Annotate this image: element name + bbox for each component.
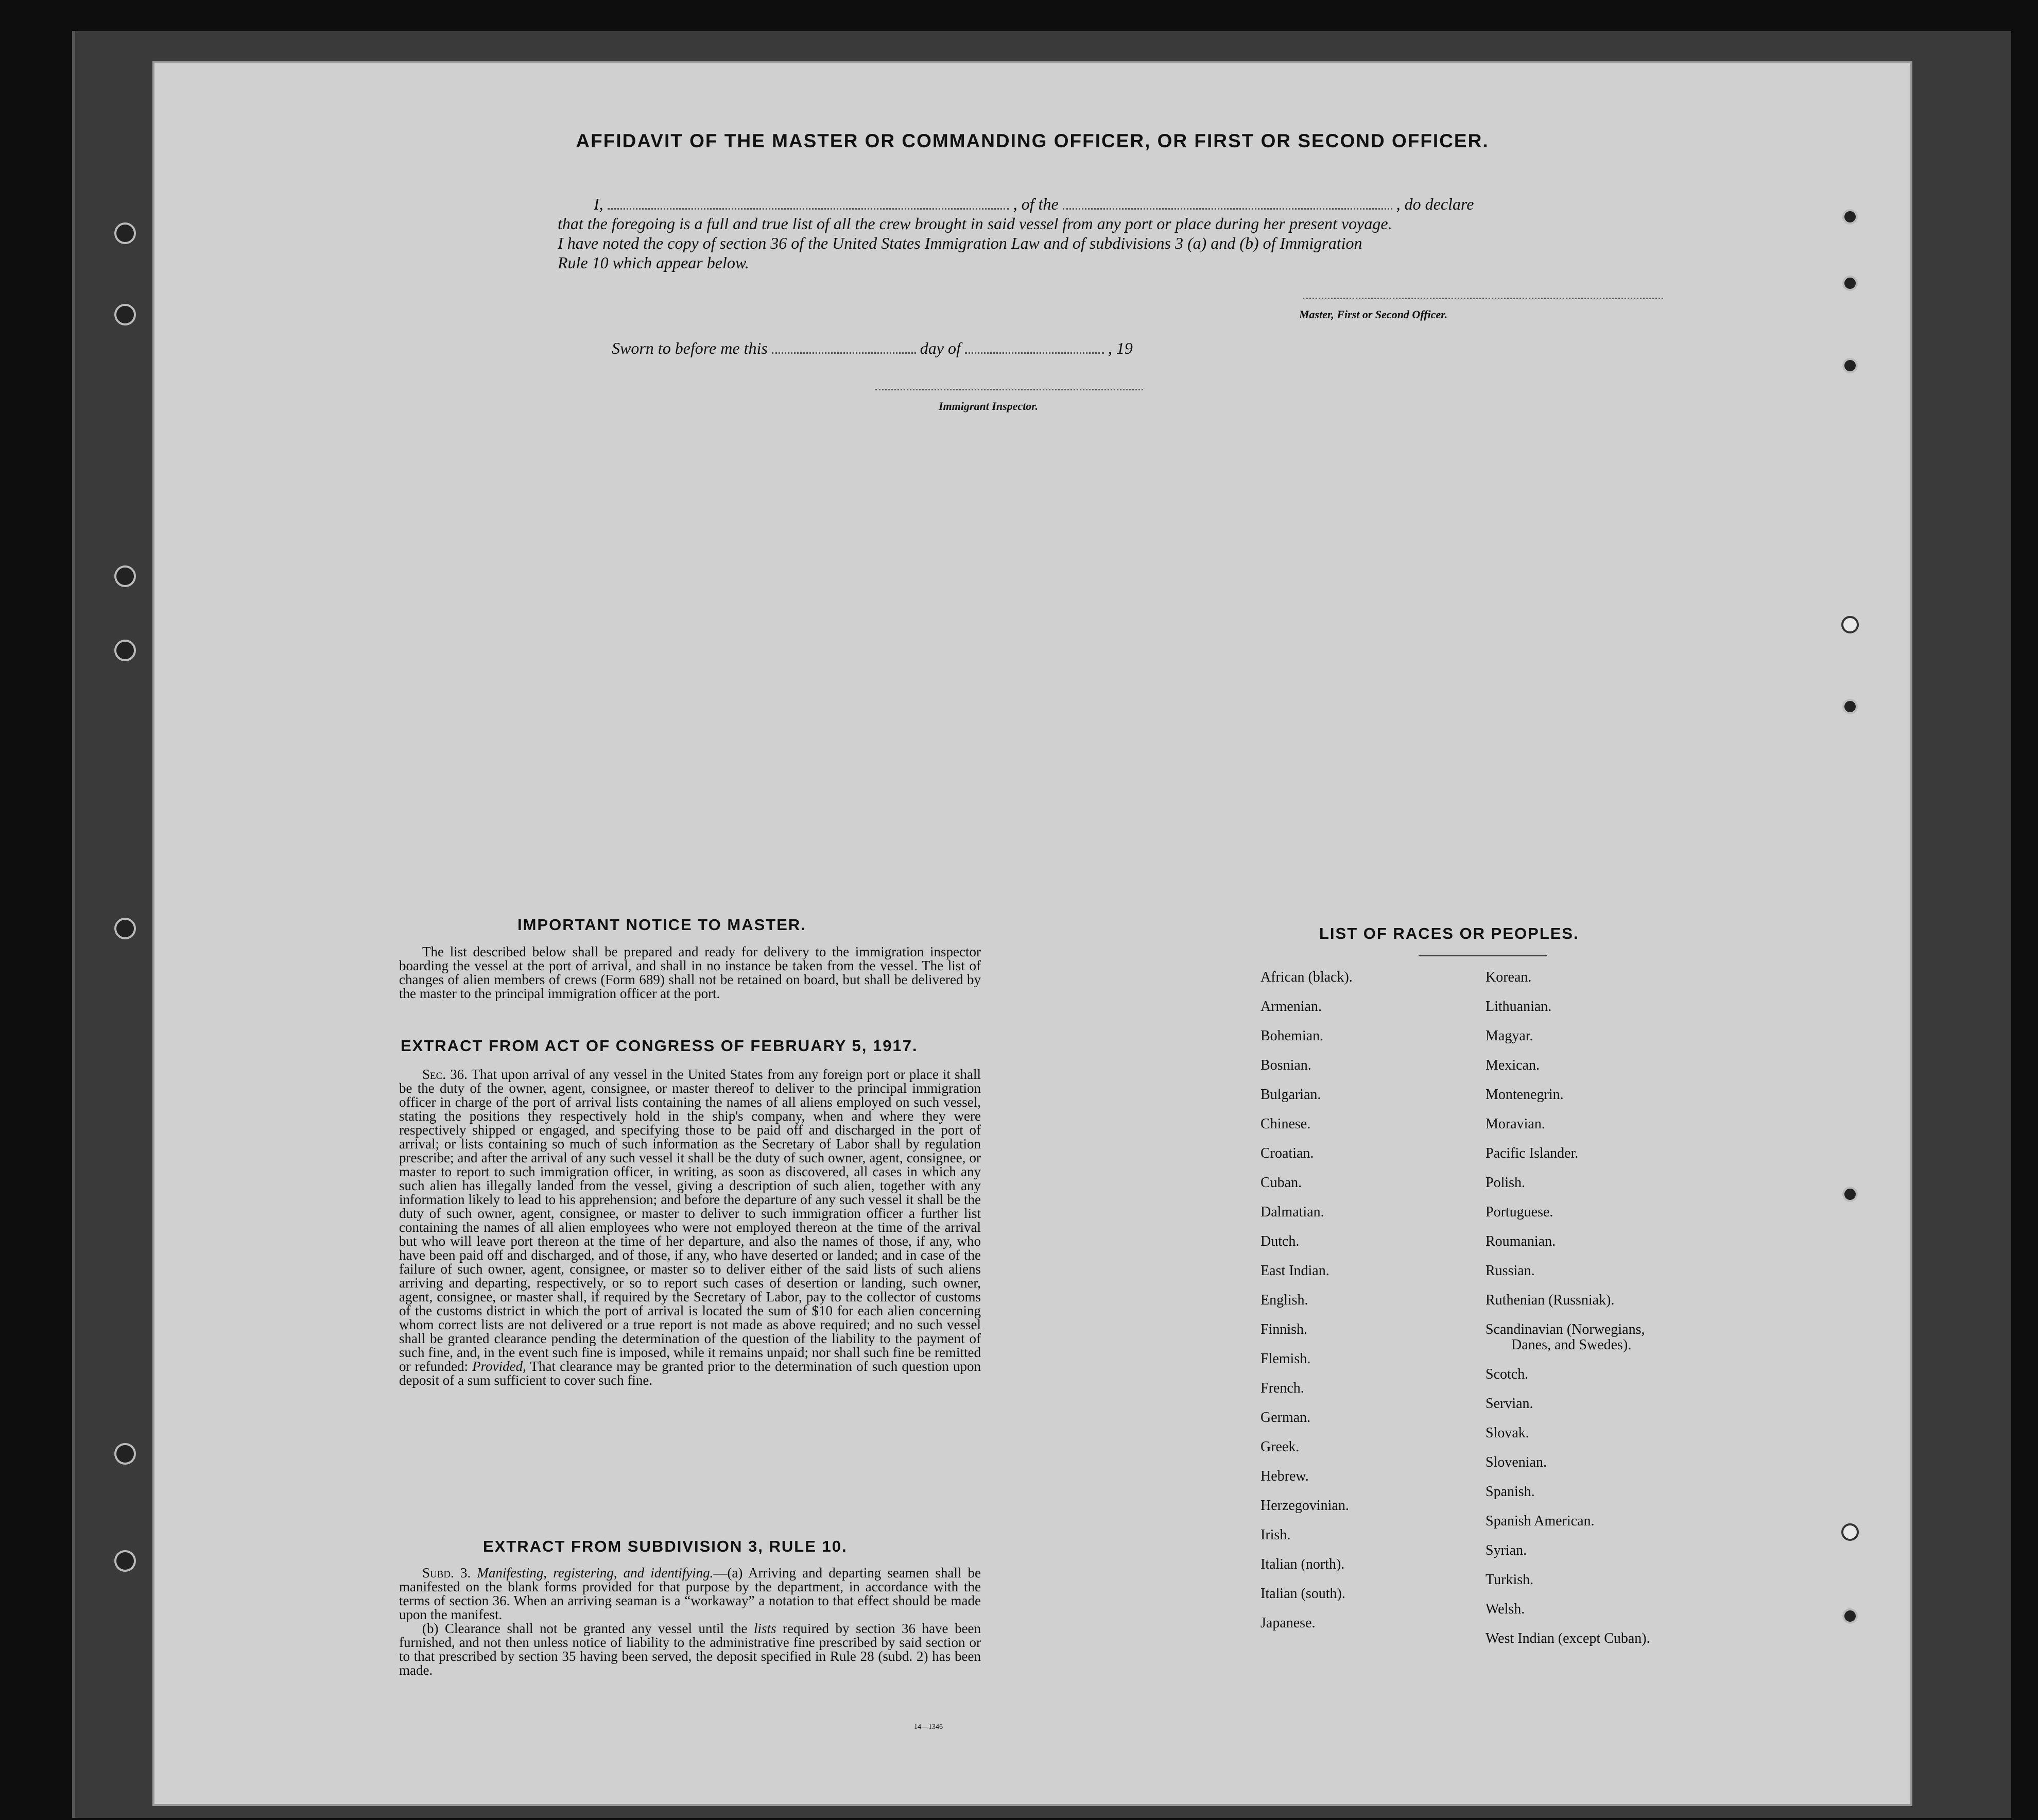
- subd-heading: Manifesting, registering, and identifying.: [477, 1565, 714, 1581]
- race-item: French.: [1260, 1380, 1304, 1396]
- race-item: Roumanian.: [1486, 1233, 1556, 1249]
- rule-subd-a: [399, 1566, 981, 1622]
- race-item: Bulgarian.: [1260, 1087, 1321, 1103]
- subd-b-pre: Clearance shall not be granted any vessel until the: [445, 1621, 748, 1636]
- subd-a-mark: —(a): [713, 1565, 743, 1581]
- affidavit-line-4: Rule 10 which appear below.: [558, 253, 749, 272]
- rule-extract-title: EXTRACT FROM SUBDIVISION 3, RULE 10.: [483, 1537, 848, 1555]
- race-item: Croatian.: [1260, 1145, 1314, 1161]
- race-item: Cuban.: [1260, 1175, 1302, 1191]
- affidavit-declaration-line: [594, 195, 1474, 214]
- race-item: Greek.: [1260, 1439, 1300, 1455]
- races-right-column: [1486, 970, 1650, 1660]
- race-item: Dutch.: [1260, 1233, 1300, 1249]
- race-item: Finnish.: [1260, 1321, 1308, 1337]
- race-item: Welsh.: [1486, 1601, 1525, 1617]
- race-item: Scotch.: [1486, 1366, 1529, 1382]
- races-title-rule: [1419, 955, 1547, 956]
- race-item: German.: [1260, 1410, 1311, 1426]
- binder-ring-icon: [114, 918, 136, 939]
- races-left-column: [1260, 970, 1353, 1645]
- race-item: Lithuanian.: [1486, 999, 1552, 1015]
- act-extract-title: EXTRACT FROM ACT OF CONGRESS OF FEBRUARY 5, 1917.: [401, 1037, 918, 1055]
- binder-ring-icon: [114, 640, 136, 661]
- race-item: Scandinavian (Norwegians,: [1486, 1321, 1645, 1337]
- rivet-icon: [1842, 358, 1858, 373]
- race-item: Moravian.: [1486, 1116, 1545, 1132]
- inspector-signature-line: [875, 389, 1143, 390]
- race-item: Korean.: [1486, 969, 1532, 985]
- race-item: East Indian.: [1260, 1263, 1329, 1279]
- provided-word: Provided,: [472, 1359, 526, 1374]
- sworn-year: , 19: [1108, 339, 1133, 357]
- act-text: That upon arrival of any vessel in the United States from any foreign port or place it shall be the duty of the owner, agent, consignee, or master thereof to deliver to the principal immigration officer in charge of the port of arrival lists containing the names of all aliens employed on such vessel, stating the positions they respectively hold in the ship's company, when and where they were respectively shipped or engaged, and specifying those to be paid off and discharged in the port of arrival; or lists containing so much of such information as the Secretary of Labor shall by regulation prescribe; and after the arrival of any such vessel it shall be the duty of such owner, agent, consignee, or master to report to such immigration officer, in writing, as soon as discovered, all cases in which any such alien has illegally landed from the vessel, giving a description of such alien, together with any information likely to lead to his apprehension; and before the departure of any such vessel it shall be the duty of such owner, agent, consignee, or master to deliver to such immigration officer a further list containing the names of all alien employees who were not employed thereon at the time of the arrival but who will leave port thereon at the time of her departure, and also the names of those, if any, who have been paid off and discharged, and of those, if any, who have deserted or landed; and in case of the failure of such owner, agent, consignee, or master so to deliver either of the said lists of such aliens arriving and departing, respectively, or so to report such cases of desertion or landing, such owner, agent, consignee, or master shall, if required by the Secretary of Labor, pay to the collector of customs of the customs district in which the port of arrival is located the sum of $10 for each alien concerning whom correct lists are not delivered or a true report is not made as above required; and no such vessel shall be granted clearance pending the determination of the question of the liability to the payment of such fine, and, in the event such fine is imposed, while it remains unpaid; nor shall such fine be remitted or refunded:: [399, 1067, 981, 1374]
- subd-label: Subd. 3.: [422, 1565, 471, 1581]
- race-item: Bohemian.: [1260, 1028, 1324, 1044]
- punch-hole-icon: [1841, 1523, 1859, 1541]
- affidavit-line-3: I have noted the copy of section 36 of the United States Immigration Law and of subdivisions 3 (a) and (b) of Immigration: [558, 234, 1362, 252]
- race-item: Turkish.: [1486, 1572, 1534, 1588]
- race-item: Irish.: [1260, 1527, 1291, 1543]
- race-item: African (black).: [1260, 969, 1353, 985]
- affidavit-i: I,: [594, 195, 603, 213]
- subd-b-mark: (b): [422, 1621, 439, 1636]
- race-item: English.: [1260, 1292, 1308, 1308]
- master-signature-caption: Master, First or Second Officer.: [1299, 308, 1448, 321]
- sworn-prefix: Sworn to before me this: [612, 339, 768, 357]
- notice-body: [399, 945, 981, 1001]
- race-item: Montenegrin.: [1486, 1087, 1564, 1103]
- binder-ring-icon: [114, 565, 136, 587]
- race-item: West Indian (except Cuban).: [1486, 1630, 1650, 1646]
- rivet-icon: [1842, 1187, 1858, 1202]
- name-blank: [608, 197, 1009, 210]
- race-item: Spanish American.: [1486, 1513, 1595, 1529]
- affidavit-do-declare: , do declare: [1396, 195, 1474, 213]
- binder-ring-icon: [114, 1550, 136, 1572]
- vessel-blank: [1063, 197, 1392, 210]
- race-item: Dalmatian.: [1260, 1204, 1324, 1220]
- race-item: Portuguese.: [1486, 1204, 1553, 1220]
- act-text-end: That clearance may be granted prior to the determination of such question upon deposit of a sum sufficient to cover such fine.: [399, 1359, 981, 1388]
- form-number: 14—1346: [914, 1723, 943, 1731]
- rivet-icon: [1842, 1608, 1858, 1624]
- race-item: Servian.: [1486, 1396, 1533, 1412]
- race-item: Armenian.: [1260, 999, 1322, 1015]
- notice-text: The list described below shall be prepared and ready for delivery to the immigration inspector boarding the vessel at the port of arrival, and shall in no instance be taken from the vessel. The list of changes of alien members of crews (Form 689) shall not be retained on board, but shall be delivered by the master to the principal immigration officer at the port.: [399, 944, 981, 1001]
- subd-b-post: required by section 36 have been furnished, and not then unless notice of liability to the administrative fine prescribed by said section or to that prescribed by section 35 having been served, the deposit specified in Rule 28 (subd. 2) has been made.: [399, 1621, 981, 1678]
- rivet-icon: [1842, 276, 1858, 291]
- notice-title: IMPORTANT NOTICE TO MASTER.: [517, 916, 806, 934]
- race-item: Chinese.: [1260, 1116, 1311, 1132]
- affidavit-title: AFFIDAVIT OF THE MASTER OR COMMANDING OFFICER, OR FIRST OR SECOND OFFICER.: [576, 130, 1489, 151]
- race-item: Pacific Islander.: [1486, 1145, 1579, 1161]
- race-item: Mexican.: [1486, 1057, 1540, 1073]
- rule-extract-body: [399, 1566, 981, 1677]
- race-item: Slovak.: [1486, 1425, 1529, 1441]
- inspector-caption: Immigrant Inspector.: [939, 400, 1039, 413]
- race-item: Herzegovinian.: [1260, 1498, 1349, 1514]
- act-extract-body: [399, 1068, 981, 1387]
- race-item: Flemish.: [1260, 1351, 1311, 1367]
- rivet-icon: [1842, 699, 1858, 714]
- sworn-month-blank: [965, 341, 1104, 354]
- race-item: Ruthenian (Russniak).: [1486, 1292, 1615, 1308]
- race-item: Slovenian.: [1486, 1454, 1547, 1470]
- race-item: Polish.: [1486, 1175, 1526, 1191]
- affidavit-line-2: that the foregoing is a full and true list of all the crew brought in said vessel from any port or place during her present voyage.: [558, 214, 1392, 233]
- rivet-icon: [1842, 209, 1858, 225]
- rule-subd-b: [399, 1622, 981, 1677]
- binder-ring-icon: [114, 1443, 136, 1465]
- race-item: Hebrew.: [1260, 1468, 1309, 1484]
- binder-ring-icon: [114, 304, 136, 325]
- sworn-date-blank: [772, 341, 916, 354]
- sworn-line: [612, 339, 1133, 358]
- races-title: LIST OF RACES OR PEOPLES.: [1319, 924, 1579, 942]
- race-item: Magyar.: [1486, 1028, 1533, 1044]
- manifest-page: [154, 63, 1910, 1804]
- master-signature-line: [1303, 298, 1663, 299]
- section-label: Sec. 36.: [422, 1067, 468, 1082]
- race-item: Danes, and Swedes).: [1511, 1337, 1632, 1353]
- race-item: Russian.: [1486, 1263, 1535, 1279]
- race-item: Spanish.: [1486, 1484, 1535, 1500]
- race-item: Italian (south).: [1260, 1586, 1345, 1602]
- affidavit-of-the: , of the: [1013, 195, 1059, 213]
- subd-a-text: Arriving and departing seamen shall be manifested on the blank forms provided for that purpose by the department, in accordance with the terms of section 36. When an arriving seaman is a “workaway” a notation to that effect should be made upon the manifest.: [399, 1565, 981, 1622]
- subd-b-lists: lists: [754, 1621, 776, 1636]
- race-item: Italian (north).: [1260, 1556, 1345, 1572]
- act-section-text: [399, 1068, 981, 1387]
- punch-hole-icon: [1841, 616, 1859, 633]
- race-item: Bosnian.: [1260, 1057, 1311, 1073]
- race-item: Japanese.: [1260, 1615, 1316, 1631]
- race-item: Syrian.: [1486, 1542, 1527, 1558]
- sworn-day-of: day of: [920, 339, 961, 357]
- binder-ring-icon: [114, 222, 136, 244]
